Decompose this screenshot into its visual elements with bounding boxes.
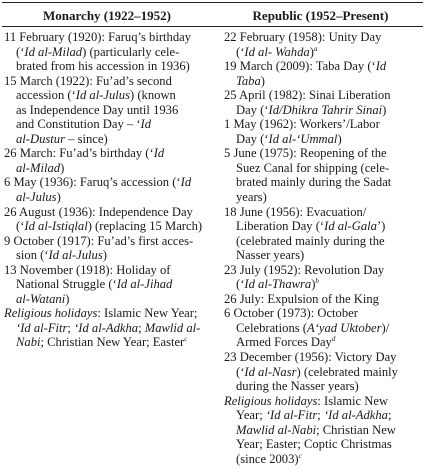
- republic-holiday-entry: [224, 30, 424, 59]
- entry-text: al-Milad: [16, 160, 61, 175]
- entry-text: Id: [140, 117, 152, 132]
- entry-text: ‘Id al-Fitr: [265, 408, 318, 423]
- entry-text: Id al- Wahda: [244, 44, 310, 59]
- entry-text: ;: [387, 408, 392, 423]
- footnote-marker: d: [331, 335, 336, 344]
- entry-text: (‘: [236, 364, 245, 379]
- entry-text: 13 November (1918): Holiday of: [4, 262, 171, 277]
- footnote-marker: c: [298, 451, 302, 460]
- entry-text: 15 March (1922): Fu’ad’s second: [4, 73, 172, 88]
- entry-text: Id al-Nasr: [244, 364, 297, 379]
- entry-text: 26 March: Fu’ad’s birthday (‘: [4, 146, 154, 161]
- entry-text: ): [56, 190, 61, 205]
- entry-text: Id: [153, 146, 165, 161]
- republic-holiday-entry: [224, 205, 424, 263]
- republic-holiday-entry: [224, 117, 424, 146]
- entry-text: : Islamic New Year;: [97, 306, 198, 321]
- monarchy-holiday-entry: [4, 146, 212, 175]
- entry-text: Id al-Julus: [75, 88, 131, 103]
- entry-text: ) (known: [130, 88, 176, 103]
- republic-holiday-entry: [224, 88, 424, 117]
- entry-text: Year;: [236, 408, 266, 423]
- entry-text: Liberation Day (‘: [236, 219, 325, 234]
- monarchy-holiday-entry: [4, 30, 212, 74]
- entry-text: al-Watani: [16, 291, 66, 306]
- entry-text: ) (particularly cele-: [82, 44, 180, 59]
- entry-text: 23 July (1952): Revolution Day: [224, 262, 385, 277]
- entry-text: Id: [375, 59, 387, 74]
- monarchy-holiday-entry: [4, 306, 212, 350]
- entry-text: Id al-Jihad: [116, 277, 173, 292]
- entry-text: Id/Dhikra Tahrir Sinai: [268, 102, 383, 117]
- footnote-marker: a: [313, 44, 318, 53]
- entry-text: Id al-Julus: [48, 248, 103, 263]
- footnote-marker: b: [315, 277, 319, 286]
- entry-text: (since 2003): [236, 451, 299, 466]
- monarchy-holiday-entry: [4, 74, 212, 147]
- entry-text: ;: [138, 320, 145, 335]
- entry-text: Id: [180, 175, 192, 190]
- entry-text: Year; Easter; Coptic Christmas: [236, 437, 392, 452]
- entry-text: Day (‘: [236, 102, 269, 117]
- entry-text: Id al-‘Ummal: [268, 131, 338, 146]
- entry-text: Armed Forces Day: [236, 335, 332, 350]
- entry-text: ): [309, 44, 314, 59]
- entry-text: (‘: [16, 44, 25, 59]
- entry-text: Mawlid al-Nabi: [236, 422, 317, 437]
- entry-text: (‘: [16, 219, 25, 234]
- entry-text: ): [102, 248, 107, 263]
- entry-text: during the Nasser years): [236, 379, 359, 394]
- entry-text: Day (‘: [236, 131, 269, 146]
- entry-text: 19 March (2009): Taba Day (‘: [224, 59, 376, 74]
- entry-text: – since): [64, 131, 108, 146]
- entry-text: 1 May (1962): Workers’/Labor: [224, 117, 380, 132]
- footnote-marker: c: [184, 335, 188, 344]
- entry-text: ;: [67, 320, 75, 335]
- entry-text: ) (celebrated mainly: [296, 364, 398, 379]
- entry-text: 26 July: Expulsion of the King: [224, 291, 379, 306]
- entry-text: Religious holidays: [224, 393, 318, 408]
- entry-text: Nasser years): [236, 248, 305, 263]
- entry-text: ): [260, 73, 265, 88]
- entry-text: ): [60, 160, 65, 175]
- entry-text: 26 August (1936): Independence Day: [4, 204, 193, 219]
- entry-text: National Struggle (‘: [16, 277, 117, 292]
- entry-text: (celebrated mainly during the: [236, 233, 385, 248]
- entry-text: Celebrations (: [236, 320, 307, 335]
- republic-holiday-entry: [224, 350, 424, 394]
- entry-text: )/: [381, 320, 390, 335]
- entry-text: 23 December (1956): Victory Day: [224, 350, 397, 365]
- entry-text: ‘Id al-Adkha: [74, 320, 139, 335]
- entry-text: brated mainly during the Sadat: [236, 175, 392, 190]
- republic-holiday-entry: [224, 292, 424, 307]
- republic-column: [224, 30, 424, 466]
- entry-text: 6 October (1973): October: [224, 306, 358, 321]
- entry-text: ): [337, 131, 342, 146]
- entry-text: 25 April (1982): Sinai Liberation: [224, 88, 391, 103]
- entry-text: 18 June (1956): Evacuation/: [224, 204, 367, 219]
- monarchy-holiday-entry: [4, 175, 212, 204]
- entry-text: ‘Id al-Fitr: [16, 320, 68, 335]
- monarchy-column-header: Monarchy (1922–1952): [43, 8, 171, 23]
- entry-text: ): [311, 277, 316, 292]
- monarchy-holiday-entry: [4, 205, 212, 234]
- entry-text: brated from his accession in 1936): [16, 59, 190, 74]
- entry-text: and Constitution Day – ‘: [16, 117, 141, 132]
- entry-text: ; Christian New: [316, 422, 396, 437]
- entry-text: ‘Id al-Adkha: [323, 408, 388, 423]
- entry-text: Nabi: [16, 335, 41, 350]
- monarchy-holiday-entry: [4, 263, 212, 307]
- entry-text: (‘: [236, 277, 245, 292]
- entry-text: ;: [317, 408, 324, 423]
- entry-text: al-Julus: [16, 190, 57, 205]
- entry-text: 6 May (1936): Faruq’s accession (‘: [4, 175, 181, 190]
- entry-text: ’): [376, 219, 386, 234]
- entry-text: : Islamic New: [317, 393, 389, 408]
- republic-column-header: Republic (1952–Present): [252, 8, 389, 23]
- entry-text: ) (replacing 15 March): [87, 219, 203, 234]
- republic-holiday-entry: [224, 263, 424, 292]
- entry-text: ): [382, 102, 387, 117]
- entry-text: 9 October (1917): Fu’ad’s first acces-: [4, 233, 194, 248]
- entry-text: 22 February (1958): Unity Day: [224, 30, 382, 44]
- republic-holiday-entry: [224, 306, 424, 350]
- entry-text: ): [65, 291, 70, 306]
- entry-text: (‘: [236, 44, 245, 59]
- republic-holiday-entry: [224, 394, 424, 467]
- entry-text: Taba: [236, 73, 261, 88]
- monarchy-holiday-entry: [4, 234, 212, 263]
- entry-text: accession (‘: [16, 88, 76, 103]
- table-top-rule: [2, 2, 423, 3]
- entry-text: al-Dustur: [16, 131, 65, 146]
- entry-text: Id al-Gala: [324, 219, 377, 234]
- entry-text: Suez Canal for shipping (cele-: [236, 160, 390, 175]
- entry-text: 11 February (1920): Faruq’s birthday: [4, 30, 192, 44]
- header-rule: [2, 26, 423, 27]
- entry-text: Id al-Thawra: [244, 277, 312, 292]
- entry-text: years): [236, 190, 267, 205]
- entry-text: sion (‘: [16, 248, 49, 263]
- republic-holiday-entry: [224, 59, 424, 88]
- republic-holiday-entry: [224, 146, 424, 204]
- entry-text: Id al-Istiqlal: [24, 219, 88, 234]
- entry-text: 5 June (1975): Reopening of the: [224, 146, 387, 161]
- entry-text: Id al-Milad: [24, 44, 83, 59]
- entry-text: Religious holidays: [4, 306, 98, 321]
- entry-text: Mawlid al-: [144, 320, 201, 335]
- monarchy-column: [4, 30, 212, 350]
- entry-text: ; Christian New Year; Easter: [40, 335, 185, 350]
- entry-text: as Independence Day until 1936: [16, 102, 179, 117]
- entry-text: A‘yad Uktober: [307, 320, 382, 335]
